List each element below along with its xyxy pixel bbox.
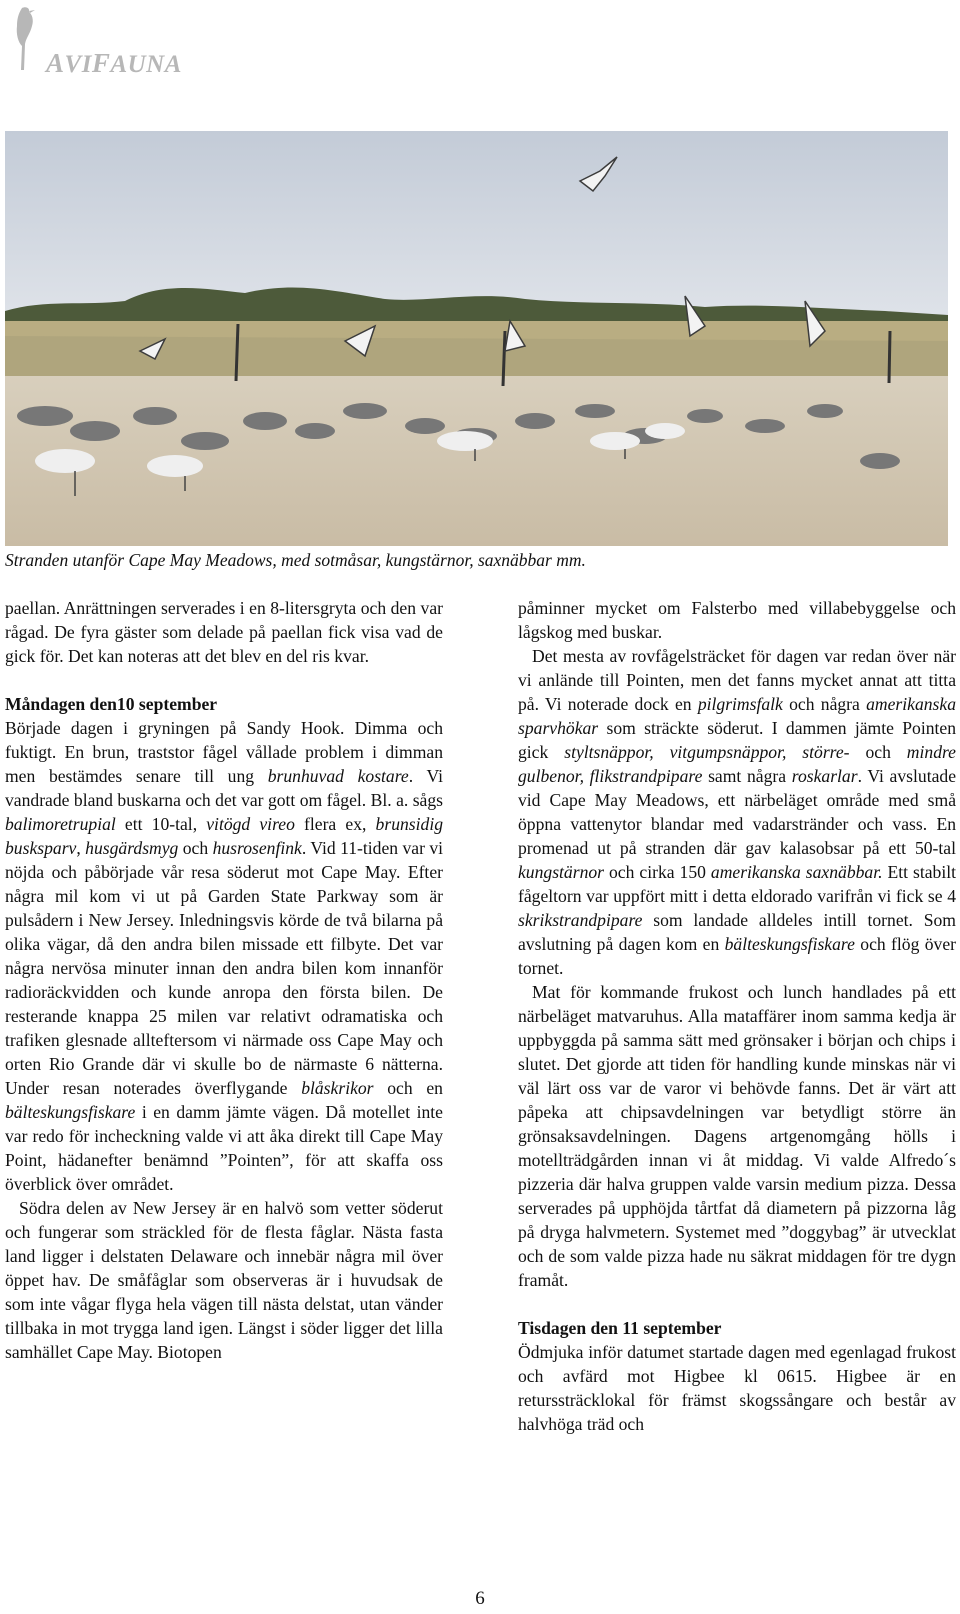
logo-text: AVIFAUNA <box>46 48 182 78</box>
photo-caption: Stranden utanför Cape May Meadows, med sotmåsar, kungstärnor, saxnäbbar mm. <box>5 550 586 570</box>
right-column <box>518 596 956 1436</box>
paragraph: Mat för kommande frukost och lunch handlades på ett närbeläget matvaruhus. Alla mataffärer inom samma kedja är uppbyggda på samma sätt med grönsaker i början och chips i slutet. Det gjorde att tiden för handling kunde minskas när vi väl lärt oss var de varor vi behövde fanns. Det är värt att påpeka att chipsavdelningen var betydligt större än grönsaksavdelningen. Dagens artgenomgång hölls i motellträdgården innan vi åt middag. Vi valde Alfredo´s pizzeria där halva gruppen valde varsin medium pizza. Dessa serverades på upphöjda tårtfat då diametern på pizzorna låg på dryga halvmetern. Systemet med ”doggybag” är utvecklat och de som valde pizza hade nu säkrat middagen för tre dygn framåt. <box>518 982 956 1290</box>
avifauna-logo <box>8 4 198 78</box>
paragraph: Började dagen i gryningen på Sandy Hook. Dimma och fuktigt. En brun, traststor fågel vållade problem i dimman men bestämdes senare till ung brunhuvad kostare. Vi vandrade bland buskarna och det var gott om fågel. Bl. a. sågs balimoretrupial ett 10-tal, vitögd vireo flera ex, brunsidig busksparv, husgärdsmyg och husrosenfink. Vid 11-tiden var vi nöjda och påbörjade vår resa söderut mot Cape May. Efter några mil kom vi ut på Garden State Parkway som är pulsådern i New Jersey. Inledningsvis körde de två bilarna på olika vägar, då den andra bilen missade ett filbyte. Det var några nervösa minuter innan den andra bilen kom innanför radioräckvidden och kunde anropa den första bilen. De resterande knappa 25 milen var relativt odramatiska och trafiken glesnade allteftersom vi närmade oss Cape May och orten Rio Grande där vi skulle bo de närmaste 6 nätterna. Under resan noterades överflygande blåskrikor och en bälteskungsfiskare i en damm jämte vägen. Då motellet inte var redo för incheckning valde vi att åka direkt till Cape May Point, hädanefter benämnd ”Pointen”, för att skaffa oss överblick över området. <box>5 718 444 1194</box>
paragraph: paellan. Anrättningen serverades i en 8-litersgryta och den var rågad. De fyra gäster som delade på paellan fick visa vad de gick för. Det kan noteras att det blev en del ris kvar. <box>5 598 443 666</box>
bird-silhouette-icon <box>8 4 38 74</box>
section-heading: Tisdagen den 11 september <box>518 1318 722 1338</box>
left-column <box>5 596 443 1364</box>
beach-birds-photo <box>5 131 948 546</box>
paragraph: Södra delen av New Jersey är en halvö som vetter söderut och fungerar som sträckled för de flesta fåglar. Nästa fasta land ligger i delstaten Delaware och innebär några mil över öppet hav. De småfåglar som observeras är i huvudsak de som inte vågar flyga hela vägen till nästa delstat, utan vänder tillbaka in mot trygga land igen. Längst i söder ligger det lilla samhället Cape May. Biotopen <box>5 1198 443 1362</box>
paragraph: påminner mycket om Falsterbo med villabebyggelse och lågskog med buskar. <box>518 598 956 642</box>
paragraph: Det mesta av rovfågelsträcket för dagen var redan över när vi anlände till Pointen, men det fanns mycket annat att titta på. Vi noterade dock en pilgrimsfalk och några amerikanska sparvhökar som sträckte söderut. I dammen jämte Pointen gick styltsnäppor, vitgumpsnäppor, större- och mindre gulbenor, flikstrandpipare samt några roskarlar. Vi avslutade vid Cape May Meadows, ett närbeläget område med små öppna vattenytor blandar med vadarstränder och vass. En promenad ut på stranden där gav kalasobsar på ett 50-tal kungstärnor och cirka 150 amerikanska saxnäbbar. Ett stabilt fågeltorn var uppfört mitt i detta eldorado varifrån vi fick se 4 skrikstrandpipare som landade alldeles intill tornet. Som avslutning på dagen kom en bälteskungsfiskare och flög över tornet. <box>518 646 957 978</box>
section-heading: Måndagen den10 september <box>5 694 218 714</box>
paragraph: Ödmjuka inför datumet startade dagen med egenlagad frukost och avfärd mot Higbee kl 0615. Higbee är en returssträcklokal för främst skogssångare och består av halvhöga träd och <box>518 1342 956 1434</box>
page-number: 6 <box>475 1588 485 1609</box>
